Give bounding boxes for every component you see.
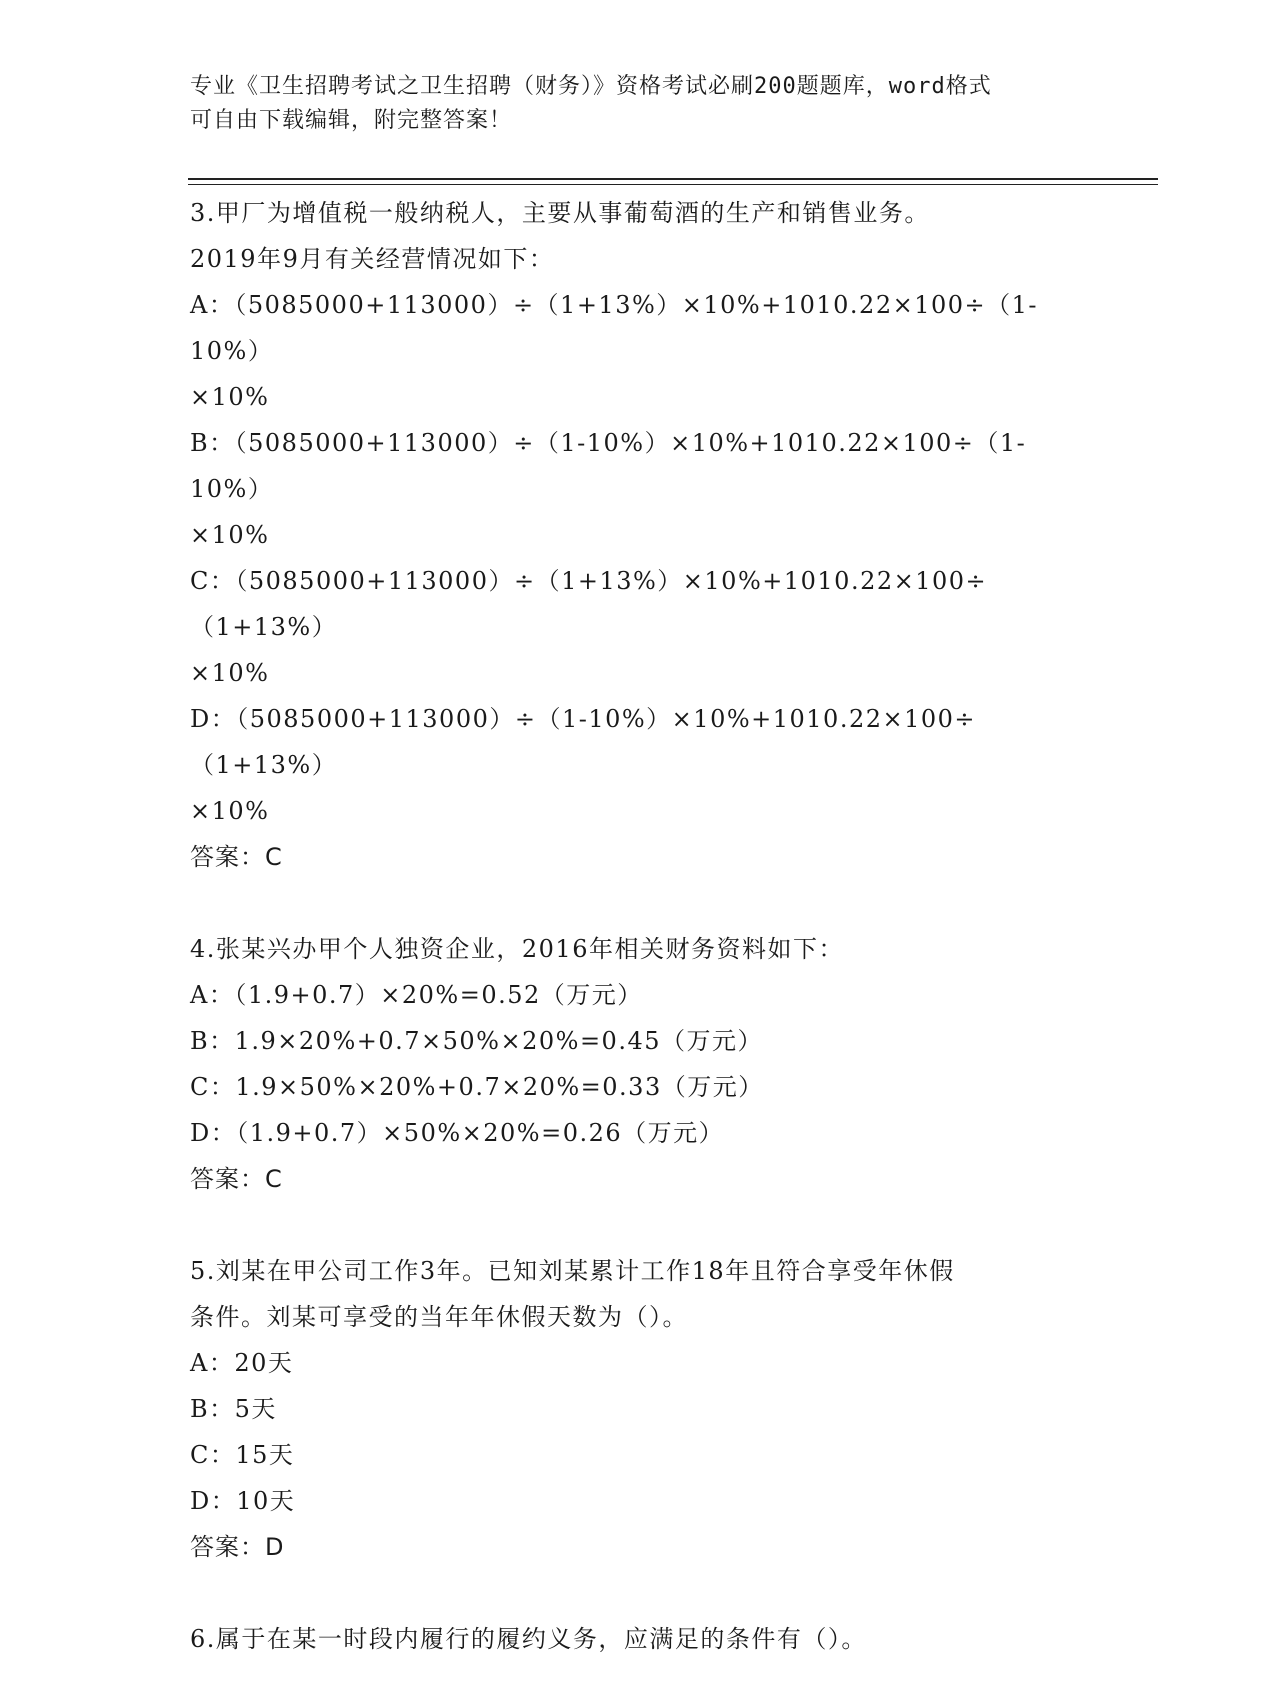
option-b-line-cont: ×10% [190,521,270,549]
option-a-line: A：（1.9+0.7）×20%=0.52（万元） [190,981,643,1009]
answer-label: 答案：C [190,843,283,871]
option-c-line-cont: ×10% [190,659,270,687]
answer-label: 答案：D [190,1533,285,1561]
question-stem-line: 4.张某兴办甲个人独资企业，2016年相关财务资料如下： [190,935,844,963]
header-divider-thin [188,184,1158,185]
option-c-line: C：15天 [190,1441,295,1469]
option-a-line-cont: ×10% [190,383,270,411]
option-d-line-cont: ×10% [190,797,270,825]
question-stem-line: 6.属于在某一时段内履行的履约义务，应满足的条件有（）。 [190,1625,867,1653]
option-b-line: B：1.9×20%+0.7×50%×20%=0.45（万元） [190,1027,763,1055]
question-stem-line: 2019年9月有关经营情况如下： [190,245,555,273]
option-b-line: B：（5085000+113000）÷（1-10%）×10%+1010.22×100÷（1-10%） [190,429,1027,503]
option-b-line: B：5天 [190,1395,277,1423]
header-divider-thick [188,178,1158,180]
header-line-2: 可自由下载编辑，附完整答案！ [190,108,513,133]
option-a-line: A：20天 [190,1349,294,1377]
option-c-line: C：（5085000+113000）÷（1+13%）×10%+1010.22×100÷（1+13%） [190,567,988,641]
question-stem-line: 5.刘某在甲公司工作3年。已知刘某累计工作18年且符合享受年休假 [190,1257,955,1285]
answer-label: 答案：C [190,1165,283,1193]
question-6 [190,1616,1090,1662]
question-3 [190,190,1090,880]
option-a-line: A：（5085000+113000）÷（1+13%）×10%+1010.22×100÷（1-10%） [190,291,1038,365]
header-line-1: 专业《卫生招聘考试之卫生招聘（财务）》资格考试必刷200题题库，word格式 [190,74,992,99]
option-d-line: D：（1.9+0.7）×50%×20%=0.26（万元） [190,1119,725,1147]
question-5 [190,1248,1090,1570]
option-c-line: C：1.9×50%×20%+0.7×20%=0.33（万元） [190,1073,764,1101]
question-stem-line: 条件。刘某可享受的当年年休假天数为（）。 [190,1303,688,1331]
option-d-line: D：（5085000+113000）÷（1-10%）×10%+1010.22×100÷（1+13%） [190,705,977,779]
option-d-line: D：10天 [190,1487,296,1515]
document-header [190,70,1090,138]
question-stem-line: 3.甲厂为增值税一般纳税人，主要从事葡萄酒的生产和销售业务。 [190,199,930,227]
question-4 [190,926,1090,1202]
question-list [190,190,1090,1708]
